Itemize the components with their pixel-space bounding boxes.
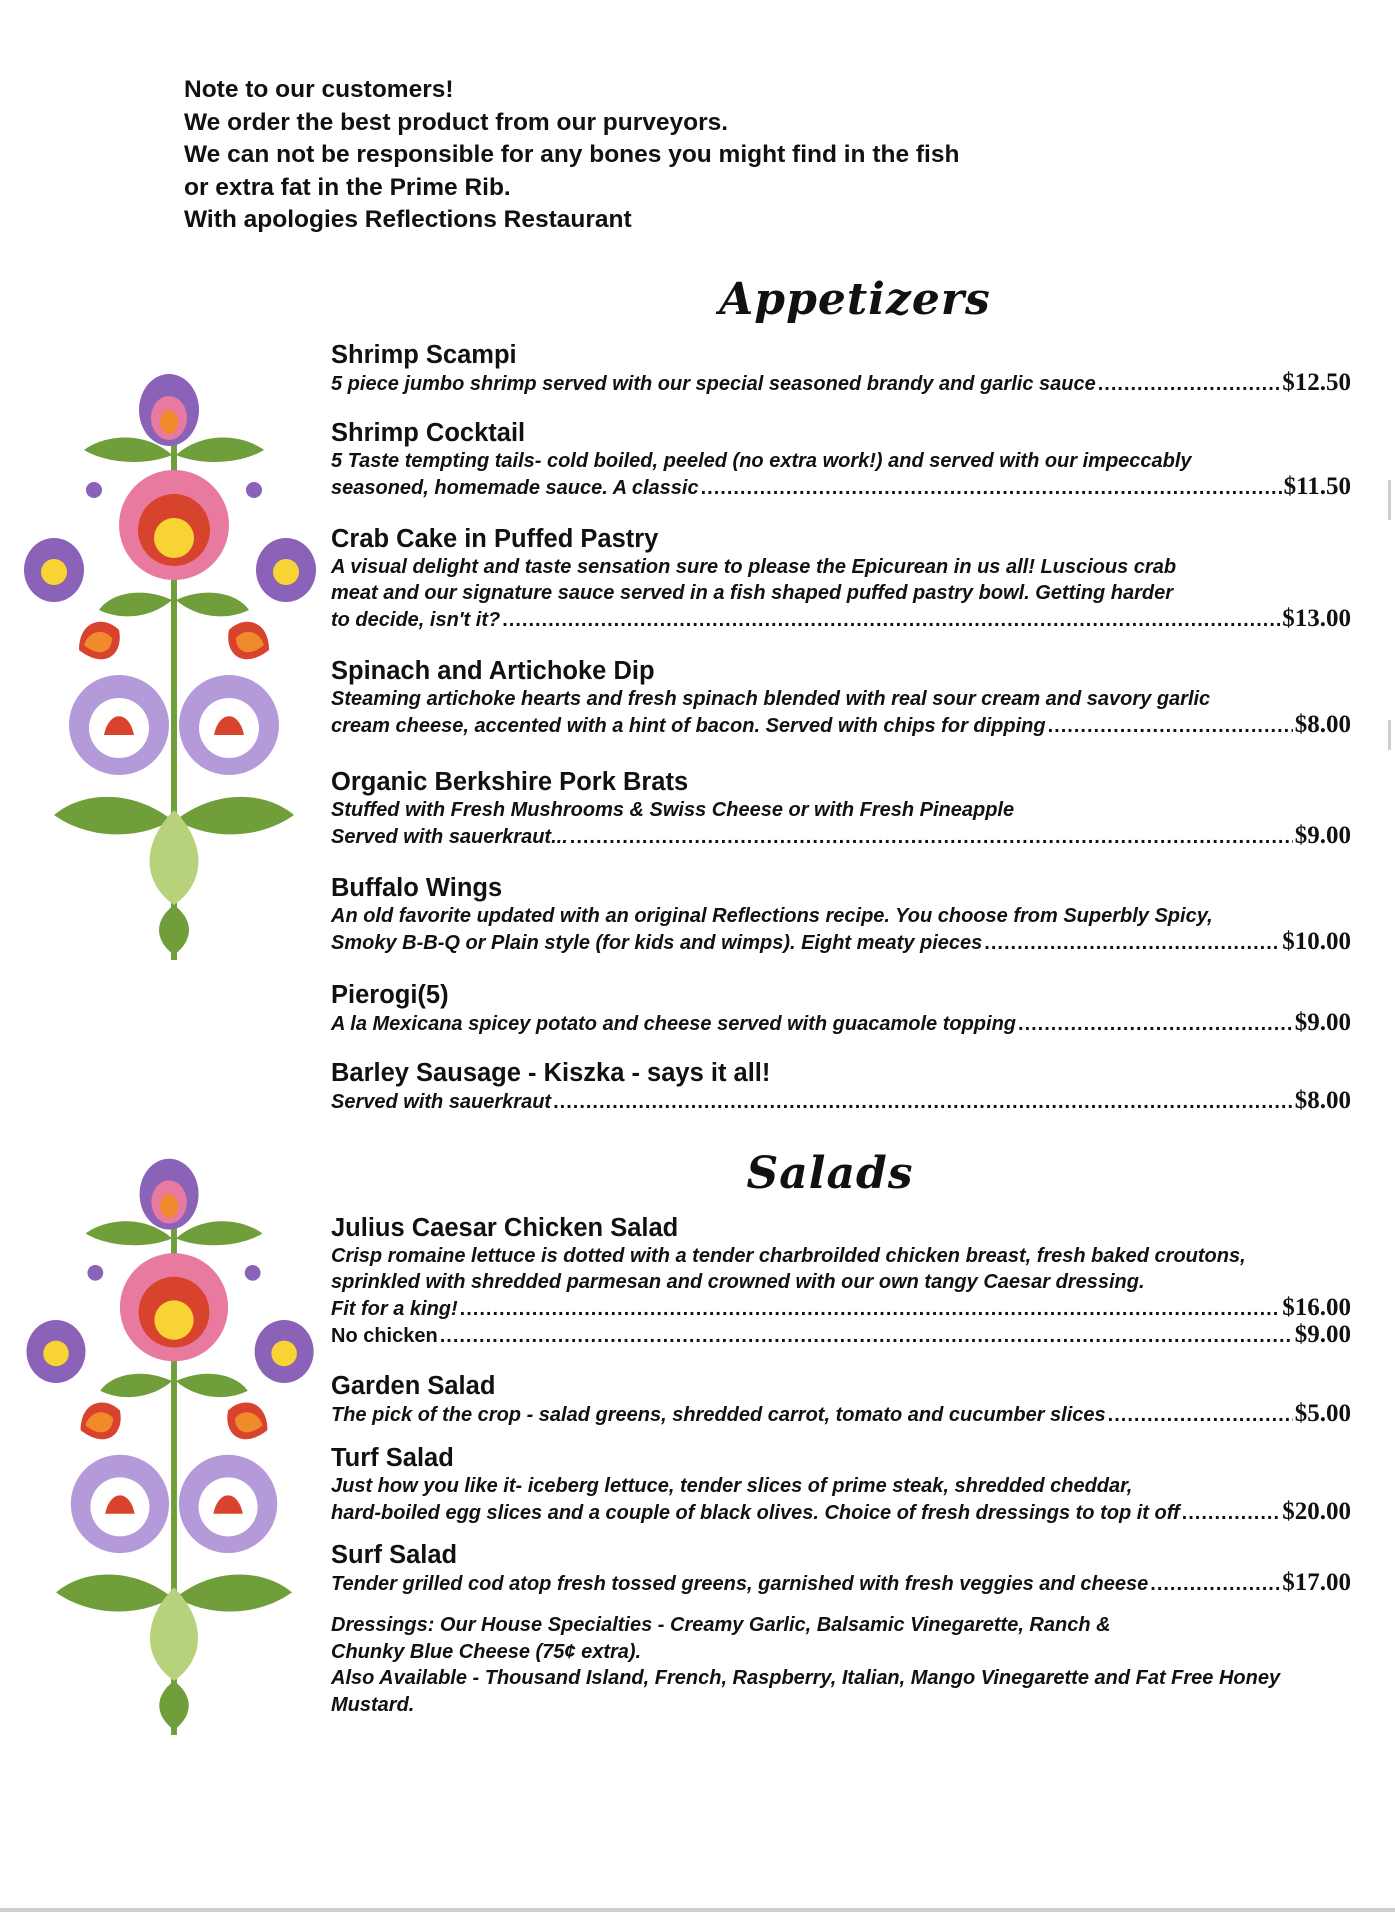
dot-leader [553, 1089, 1293, 1115]
dressings-line: Also Available - Thousand Island, French, Raspberry, Italian, Mango Vinegarette and Fat Free Honey [331, 1667, 1281, 1689]
item-description-text: The pick of the crop - salad greens, shredded carrot, tomato and cucumber slices [331, 1404, 1106, 1426]
item-price: $10.00 [1282, 928, 1351, 955]
item-description-line: A visual delight and taste sensation sure to please the Epicurean in us all! Luscious crab [331, 556, 1177, 578]
item-description-text: hard-boiled egg slices and a couple of black olives. Choice of fresh dressings to top it off [331, 1502, 1180, 1524]
item-name: Garden Salad [331, 1372, 496, 1400]
item-description-line [331, 712, 1351, 739]
item-description-line [331, 823, 1351, 850]
folk-flower-ornament [24, 1145, 324, 1735]
menu-item [331, 340, 1351, 397]
note-line: We order the best product from our purveyors. [184, 108, 729, 136]
item-name: Barley Sausage - Kiszka - says it all! [331, 1059, 771, 1087]
dot-leader [1018, 1011, 1293, 1037]
item-description-text: Smoky B-B-Q or Plain style (for kids and wimps). Eight meaty pieces [331, 932, 983, 954]
item-name: Shrimp Cocktail [331, 419, 526, 447]
dot-leader [1108, 1402, 1293, 1428]
item-description-line [331, 1088, 1351, 1115]
item-price: $12.50 [1282, 369, 1351, 396]
item-description-line [331, 474, 1351, 501]
item-price: $13.00 [1282, 605, 1351, 632]
menu-item [331, 418, 1351, 501]
menu-item [331, 524, 1351, 633]
item-price: $8.00 [1294, 1087, 1351, 1114]
dot-leader [984, 930, 1280, 956]
item-description-line [331, 606, 1351, 633]
customer-note [184, 74, 1084, 237]
dressings-line: Dressings: Our House Specialties - Creamy Garlic, Balsamic Vinegarette, Ranch & [331, 1614, 1111, 1636]
folk-flower-ornament [24, 360, 324, 960]
item-description-text: A la Mexicana spicey potato and cheese served with guacamole topping [331, 1013, 1017, 1035]
item-description-line: Crisp romaine lettuce is dotted with a tender charbroilded chicken breast, fresh baked croutons, [331, 1245, 1246, 1267]
item-description-text: Served with sauerkraut... [331, 826, 568, 848]
dot-leader [502, 607, 1280, 633]
menu-item [331, 1058, 1351, 1115]
item-name: Organic Berkshire Pork Brats [331, 768, 689, 796]
dressings-line: Chunky Blue Cheese (75¢ extra). [331, 1640, 642, 1663]
menu-item [331, 873, 1351, 956]
item-description-line [331, 1570, 1351, 1597]
dot-leader [440, 1323, 1293, 1349]
item-price: $8.00 [1294, 711, 1351, 738]
item-price: $9.00 [1294, 822, 1351, 849]
menu-item [331, 1540, 1351, 1597]
salads-title: Salads [746, 1148, 914, 1199]
item-name: Julius Caesar Chicken Salad [331, 1214, 679, 1242]
note-line: or extra fat in the Prime Rib. [184, 173, 511, 201]
item-description-line [331, 929, 1351, 956]
item-option-label: No chicken [331, 1325, 438, 1347]
item-price: $16.00 [1282, 1294, 1351, 1321]
note-line: We can not be responsible for any bones you might find in the fish [184, 141, 960, 168]
item-description-text: seasoned, homemade sauce. A classic [331, 477, 699, 499]
item-price: $11.50 [1283, 473, 1351, 500]
item-description-text: 5 piece jumbo shrimp served with our special seasoned brandy and garlic sauce [331, 373, 1096, 395]
flower-drawing [27, 1159, 314, 1735]
item-description-line [331, 1010, 1351, 1037]
dot-leader [460, 1296, 1281, 1322]
item-description-line: Steaming artichoke hearts and fresh spinach blended with real sour cream and savory garlic [331, 688, 1211, 710]
scan-mark [1388, 480, 1391, 520]
item-price: $20.00 [1282, 1498, 1351, 1525]
menu-item [331, 1443, 1351, 1526]
item-description-line: Stuffed with Fresh Mushrooms & Swiss Cheese or with Fresh Pineapple [331, 799, 1015, 821]
dot-leader [1150, 1571, 1280, 1597]
item-description-text: Served with sauerkraut [331, 1091, 552, 1113]
item-description-line: meat and our signature sauce served in a fish shaped puffed pastry bowl. Getting harder [331, 582, 1174, 604]
dot-leader [570, 824, 1293, 850]
item-description-line: sprinkled with shredded parmesan and crowned with our own tangy Caesar dressing. [331, 1271, 1145, 1293]
item-name: Shrimp Scampi [331, 341, 517, 369]
dot-leader [701, 475, 1282, 501]
menu-item [331, 656, 1351, 739]
note-line: Note to our customers! [184, 76, 454, 103]
item-description-line [331, 1401, 1351, 1428]
item-description-text: cream cheese, accented with a hint of bacon. Served with chips for dipping [331, 715, 1046, 737]
note-line: With apologies Reflections Restaurant [184, 206, 632, 233]
menu-item [331, 980, 1351, 1037]
item-description-text: Tender grilled cod atop fresh tossed greens, garnished with fresh veggies and cheese [331, 1573, 1149, 1595]
menu-item [331, 1213, 1351, 1349]
item-name: Surf Salad [331, 1541, 458, 1569]
item-option-price: $9.00 [1294, 1321, 1351, 1348]
dot-leader [1098, 371, 1281, 397]
dressings-line: Mustard. [331, 1693, 415, 1716]
item-price: $17.00 [1282, 1569, 1351, 1596]
item-description-line: 5 Taste tempting tails- cold boiled, peeled (no extra work!) and served with our impeccably [331, 450, 1192, 472]
menu-item [331, 1371, 1351, 1428]
item-description-line [331, 1295, 1351, 1322]
dot-leader [1182, 1500, 1281, 1526]
scan-edge [0, 1908, 1395, 1912]
item-description-text: to decide, isn't it? [331, 609, 501, 631]
item-price: $9.00 [1294, 1009, 1351, 1036]
item-name: Turf Salad [331, 1444, 454, 1472]
dressings-note [331, 1612, 1351, 1718]
item-description-line: An old favorite updated with an original Reflections recipe. You choose from Superbly Spicy, [331, 905, 1213, 927]
item-name: Spinach and Artichoke Dip [331, 657, 655, 685]
item-name: Buffalo Wings [331, 874, 503, 902]
scan-mark [1388, 720, 1391, 750]
flower-drawing [24, 374, 316, 960]
appetizers-title: Appetizers [719, 274, 991, 325]
item-price: $5.00 [1294, 1400, 1351, 1427]
item-option-line [331, 1322, 1351, 1349]
item-name: Crab Cake in Puffed Pastry [331, 525, 659, 553]
item-description-line [331, 370, 1351, 397]
item-description-line [331, 1499, 1351, 1526]
item-description-text: Fit for a king! [331, 1298, 458, 1320]
dot-leader [1048, 713, 1293, 739]
menu-item [331, 767, 1351, 850]
item-description-line: Just how you like it- iceberg lettuce, tender slices of prime steak, shredded cheddar, [331, 1475, 1133, 1497]
item-name: Pierogi(5) [331, 981, 449, 1009]
